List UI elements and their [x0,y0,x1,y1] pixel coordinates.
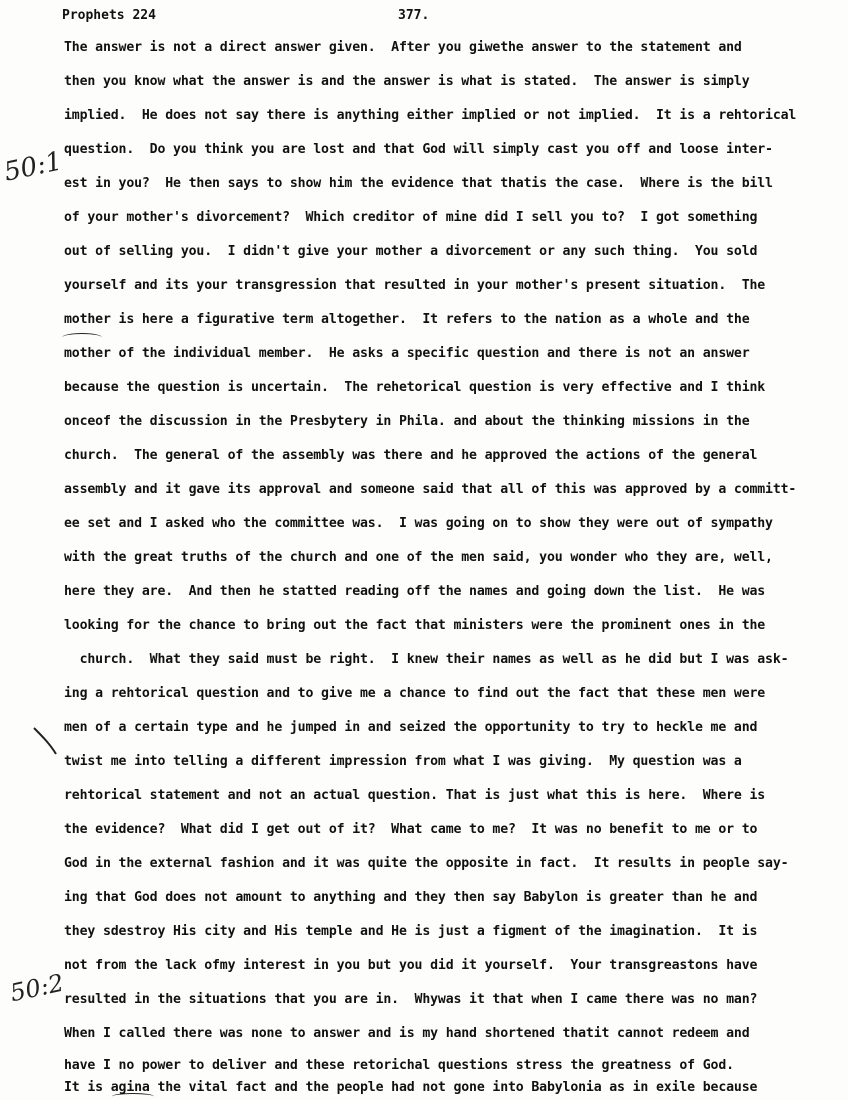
text-line: When I called there was none to answer and is my hand shortened thatit cannot redeem and [64,1026,750,1041]
text-line: have I no power to deliver and these retorichal questions stress the greatness of God. [64,1058,734,1073]
text-line: The answer is not a direct answer given. After you giwethe answer to the statement and [64,40,742,55]
text-line: question. Do you think you are lost and that God will simply cast you off and loose inter- [64,142,773,157]
document-title: Prophets 224 [62,8,156,23]
text-line: ing that God does not amount to anything and they then say Babylon is greater than he and [64,890,758,905]
text-line: assembly and it gave its approval and someone said that all of this was approved by a committ- [64,482,797,497]
text-line: then you know what the answer is and the answer is what is stated. The answer is simply [64,74,750,89]
text-line: implied. He does not say there is anything either implied or not implied. It is a rehtorical [64,108,797,123]
text-line: God in the external fashion and it was quite the opposite in fact. It results in people say- [64,856,789,871]
text-line: because the question is uncertain. The rehetorical question is very effective and I think [64,380,766,395]
text-line: the evidence? What did I get out of it? What came to me? It was no benefit to me or to [64,822,758,837]
text-line: here they are. And then he statted reading off the names and going down the list. He was [64,584,766,599]
text-line: ee set and I asked who the committee was. I was going on to show they were out of sympathy [64,516,773,531]
text-line: ing a rehtorical question and to give me a chance to find out the fact that these men were [64,686,766,701]
text-line: looking for the chance to bring out the fact that ministers were the prominent ones in the [64,618,766,633]
page-number: 377. [398,8,430,23]
margin-note-50-1: 50:1 [1,146,65,188]
text-line: mother of the individual member. He asks a specific question and there is not an answer [64,346,750,361]
text-line: church. The general of the assembly was there and he approved the actions of the general [64,448,758,463]
text-line: out of selling you. I didn't give your mother a divorcement or any such thing. You sold [64,244,758,259]
text-line: resulted in the situations that you are in. Whywas it that when I came there was no man? [64,992,758,1007]
text-line: onceof the discussion in the Presbytery in Phila. and about the thinking missions in the [64,414,750,429]
text-line: mother is here a figurative term altogether. It refers to the nation as a whole and the [64,312,750,327]
text-line: church. What they said must be right. I knew their names as well as he did but I was ask- [64,652,789,667]
text-line: not from the lack ofmy interest in you but you did it yourself. Your transgreastons have [64,958,758,973]
text-line: twist me into telling a different impression from what I was giving. My question was a [64,754,742,769]
page-header [62,6,832,26]
margin-note-50-2: 50:2 [7,968,67,1008]
text-line: they sdestroy His city and His temple and He is just a figment of the imagination. It is [64,924,758,939]
text-line: It is agina the vital fact and the people had not gone into Babylonia as in exile because [64,1080,758,1095]
text-line: rehtorical statement and not an actual question. That is just what this is here. Where is [64,788,766,803]
text-line: of your mother's divorcement? Which creditor of mine did I sell you to? I got something [64,210,758,225]
handwritten-underline-mother [62,333,102,342]
text-line: with the great truths of the church and one of the men said, you wonder who they are, well, [64,550,773,565]
text-line: men of a certain type and he jumped in and seized the opportunity to try to heckle me and [64,720,758,735]
handwritten-tick-mark [30,724,66,764]
text-line: est in you? He then says to show him the evidence that thatis the case. Where is the bill [64,176,773,191]
text-line: yourself and its your transgression that resulted in your mother's present situation. The [64,278,766,293]
